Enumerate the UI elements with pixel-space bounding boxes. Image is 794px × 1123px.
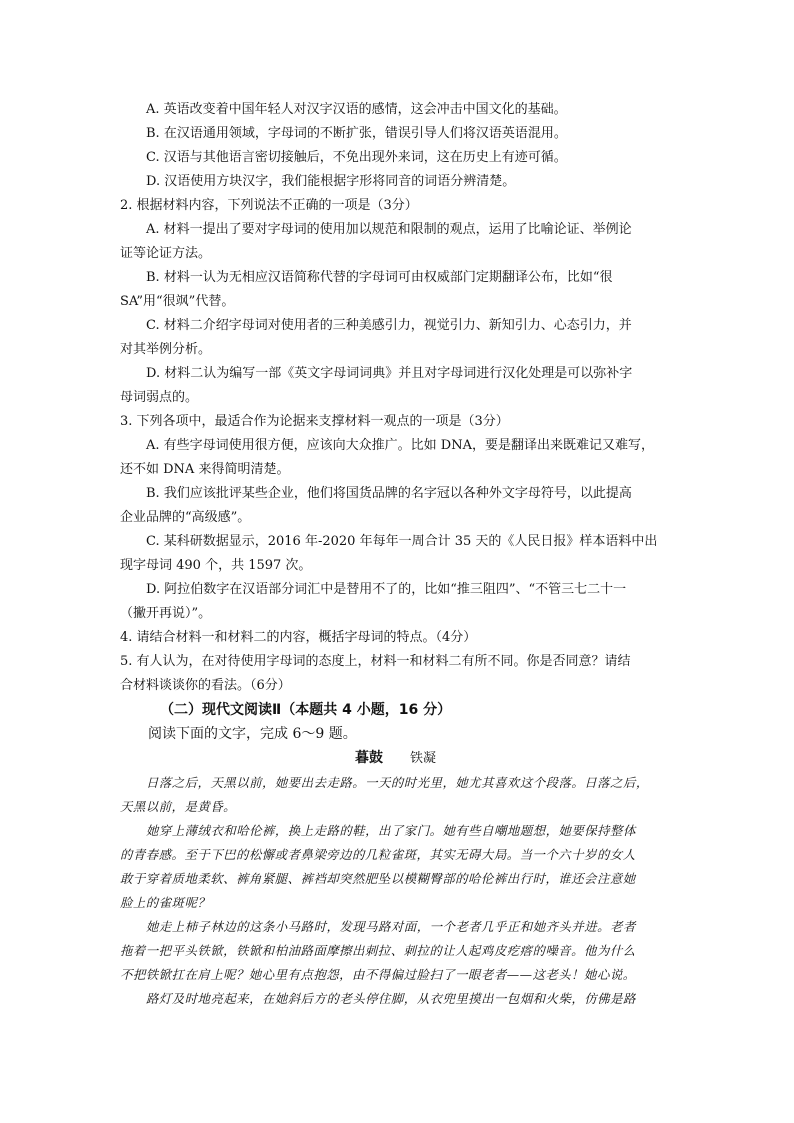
- q2-option-c-cont: 对其举例分析。: [120, 342, 212, 357]
- story-author: 铁凝: [410, 751, 437, 766]
- q1-option-c: C. 汉语与其他语言密切接触后，不免出现外来词，这在历史上有迹可循。: [146, 150, 567, 165]
- story-paragraph-3-cont: 拖着一把平头铁锨，铁锨和柏油路面摩擦出刺拉、刺拉的让人起鸡皮疙瘩的噪音。他为什么: [120, 943, 636, 958]
- q3-stem: 3. 下列各项中，最适合作为论据来支撑材料一观点的一项是（3分）: [120, 414, 509, 429]
- q3-option-b-cont: 企业品牌的“高级感”。: [120, 510, 251, 525]
- story-paragraph-4: 路灯及时地亮起来，在她斜后方的老头停住脚，从衣兜里摸出一包烟和火柴，仿佛是路: [146, 991, 636, 1006]
- q3-option-d: D. 阿拉伯数字在汉语部分词汇中是替用不了的，比如“推三阻四”、“不管三七二十一: [146, 582, 627, 597]
- q2-option-d: D. 材料二认为编写一部《英文字母词词典》并且对字母词进行汉化处理是可以弥补字: [146, 366, 633, 381]
- q3-option-d-cont: （撇开再说）”。: [120, 606, 212, 621]
- q4-stem: 4. 请结合材料一和材料二的内容，概括字母词的特点。（4分）: [120, 630, 477, 645]
- q2-option-b: B. 材料一认为无相应汉语简称代替的字母词可由权威部门定期翻译公布，比如“很: [146, 270, 613, 285]
- story-paragraph-3-cont: 不把铁锨扛在肩上呢？她心里有点抱怨，由不得偏过脸扫了一眼老者——这老头！她心说。: [120, 967, 636, 982]
- story-paragraph-2-cont: 脸上的雀斑呢？: [120, 895, 211, 910]
- q2-option-c: C. 材料二介绍字母词对使用者的三种美感引力，视觉引力、新知引力、心态引力，并: [146, 318, 632, 333]
- story-paragraph-1-cont: 天黑以前，是黄昏。: [120, 799, 237, 814]
- q5-stem-cont: 合材料谈谈你的看法。（6分）: [120, 678, 291, 693]
- story-paragraph-3: 她走上柿子林边的这条小马路时，发现马路对面，一个老者几乎正和她齐头并进。老者: [146, 919, 636, 934]
- q3-option-c: C. 某科研数据显示，2016 年-2020 年每年一周合计 35 天的《人民日报》样本语料中出: [146, 534, 658, 549]
- story-paragraph-1: 日落之后，天黑以前，她要出去走路。一天的时光里，她尤其喜欢这个段落。日落之后，: [146, 775, 649, 790]
- section-header: （二）现代文阅读Ⅱ（本题共 4 小题，16 分）: [160, 702, 452, 718]
- story-paragraph-2-cont: 敢于穿着质地柔软、裤角紧腿、裤裆却突然肥坠以模糊臀部的哈伦裤出行时，谁还会注意她: [120, 871, 636, 886]
- q1-option-b: B. 在汉语通用领域，字母词的不断扩张，错误引导人们将汉语英语混用。: [146, 126, 567, 141]
- q1-option-a: A. 英语改变着中国年轻人对汉字汉语的感情，这会冲击中国文化的基础。: [146, 102, 567, 117]
- story-paragraph-2-cont: 的青春感。至于下巴的松懈或者鼻梁旁边的几粒雀斑，其实无碍大局。当一个六十岁的女人: [120, 847, 636, 862]
- q2-option-d-cont: 母词弱点的。: [120, 390, 199, 405]
- q3-option-a-cont: 还不如 DNA 来得简明清楚。: [120, 462, 290, 477]
- reading-instruction: 阅读下面的文字，完成 6～9 题。: [148, 726, 357, 742]
- q3-option-c-cont: 现字母词 490 个，共 1597 次。: [120, 558, 312, 573]
- q2-stem: 2. 根据材料内容，下列说法不正确的一项是（3分）: [120, 198, 418, 213]
- q3-option-b: B. 我们应该批评某些企业，他们将国货品牌的名字冠以各种外文字母符号，以此提高: [146, 486, 632, 501]
- q3-option-a: A. 有些字母词使用很方便，应该向大众推广。比如 DNA，要是翻译出来既难记又难写，: [146, 438, 654, 453]
- q2-option-a-cont: 证等论证方法。: [120, 246, 212, 261]
- q2-option-b-cont: SA”用“很飒”代替。: [120, 294, 235, 309]
- q2-option-a: A. 材料一提出了要对字母词的使用加以规范和限制的观点，运用了比喻论证、举例论: [146, 222, 632, 237]
- q1-option-d: D. 汉语使用方块汉字，我们能根据字形将同音的词语分辨清楚。: [146, 174, 516, 189]
- q5-stem: 5. 有人认为，在对待使用字母词的态度上，材料一和材料二有所不同。你是否同意？请结: [120, 654, 631, 669]
- story-paragraph-2: 她穿上薄绒衣和哈伦裤，换上走路的鞋，出了家门。她有些自嘲地题想，她要保持整体: [146, 823, 636, 838]
- story-title: 暮鼓: [355, 750, 383, 766]
